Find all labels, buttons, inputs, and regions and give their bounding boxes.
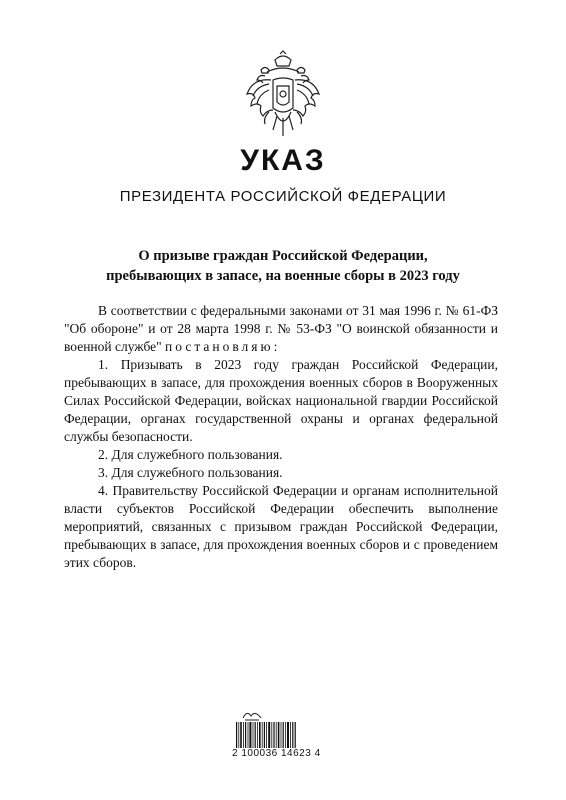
- preamble-text: В соответствии с федеральными законами от 31 мая 1996 г. № 61-ФЗ "Об обороне" и от 28 марта 1998 г. № 53-ФЗ "О воинской обязанности и военной службе": [64, 303, 498, 354]
- coat-of-arms-emblem: [243, 50, 323, 142]
- clause-4: 4. Правительству Российской Федерации и органам исполнительной власти субъектов Российской Федерации обеспечить выполнение мероприятий, связанных с призывом граждан Российской Федерации, пребывающих в запасе, для прохождения военных сборов и с проведением этих сборов.: [64, 483, 498, 570]
- decree-word: постановляю:: [165, 339, 281, 354]
- document-subtitle: ПРЕЗИДЕНТА РОССИЙСКОЙ ФЕДЕРАЦИИ: [119, 188, 447, 205]
- clause-1: 1. Призывать в 2023 году граждан Российской Федерации, пребывающих в запасе, для прохождения военных сборов в Вооруженных Силах Российской Федерации, войсках национальной гвардии Российской Федерации, органах государственной охраны и органах федеральной службы безопасности.: [64, 357, 498, 444]
- heading-line-1: О призыве граждан Российской Федерации,: [138, 248, 428, 264]
- printer-mark-icon: [241, 708, 263, 722]
- barcode-icon: [236, 722, 296, 748]
- document-title: УКАЗ: [240, 144, 326, 177]
- heading-line-2: пребывающих в запасе, на военные сборы в 2023 году: [106, 268, 460, 284]
- decree-body: [64, 302, 498, 572]
- preamble-paragraph: [64, 302, 498, 356]
- clause-2: 2. Для служебного пользования.: [98, 447, 283, 462]
- barcode-number: 2 100036 14623 4: [232, 748, 321, 759]
- decree-heading: [0, 246, 566, 286]
- clause-3: 3. Для служебного пользования.: [98, 465, 283, 480]
